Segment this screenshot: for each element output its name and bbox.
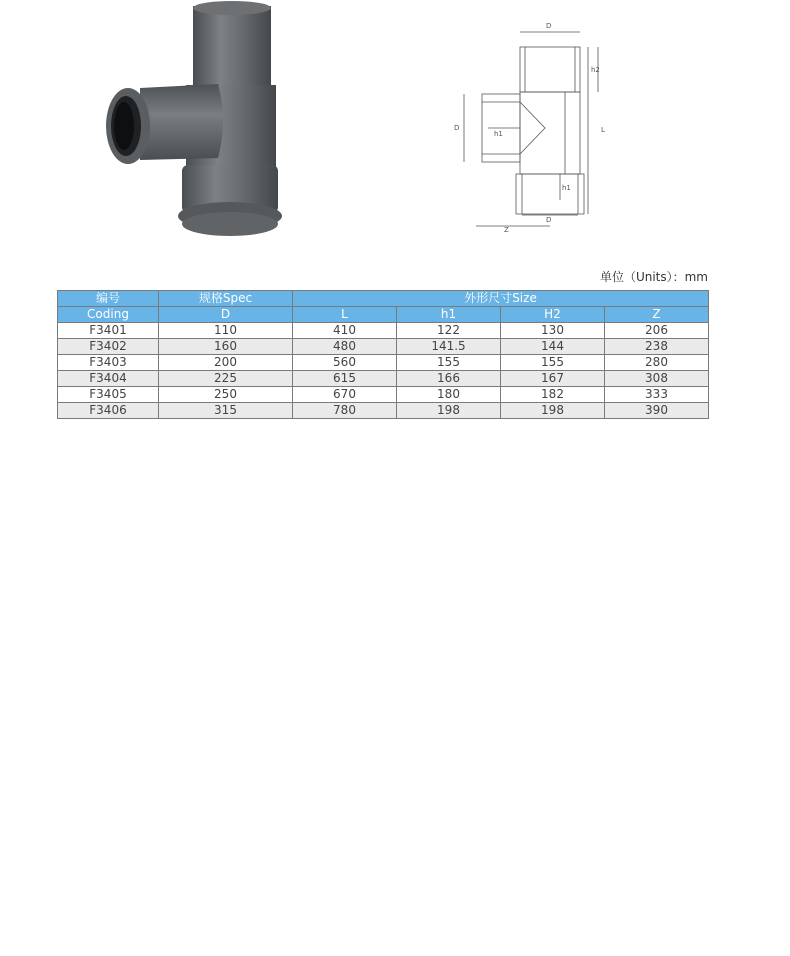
drawing-label-h1-bottom: h1 [562, 184, 571, 192]
specification-table [57, 290, 709, 419]
cell-d: 200 [159, 355, 293, 371]
cell-l: 480 [293, 339, 397, 355]
drawing-label-h1-left: h1 [494, 130, 503, 138]
header-col-h2: H2 [501, 307, 605, 323]
header-col-z: Z [605, 307, 709, 323]
cell-z: 333 [605, 387, 709, 403]
cell-l: 615 [293, 371, 397, 387]
cell-h1: 198 [397, 403, 501, 419]
table-row [58, 387, 709, 403]
header-size: 外形尺寸Size [293, 291, 709, 307]
cell-z: 280 [605, 355, 709, 371]
cell-d: 110 [159, 323, 293, 339]
cell-h1: 122 [397, 323, 501, 339]
header-coding-en: Coding [58, 307, 159, 323]
cell-h2: 155 [501, 355, 605, 371]
header-col-l: L [293, 307, 397, 323]
cell-coding: F3402 [58, 339, 159, 355]
header-coding-cn: 编号 [58, 291, 159, 307]
cell-l: 560 [293, 355, 397, 371]
drawing-label-top-d: D [546, 22, 552, 30]
cell-coding: F3405 [58, 387, 159, 403]
cell-z: 390 [605, 403, 709, 419]
cell-z: 206 [605, 323, 709, 339]
drawing-label-h2: h2 [591, 66, 600, 74]
cell-l: 670 [293, 387, 397, 403]
drawing-label-z: Z [504, 226, 509, 234]
header-spec: 规格Spec [159, 291, 293, 307]
table-row [58, 339, 709, 355]
cell-d: 250 [159, 387, 293, 403]
cell-d: 160 [159, 339, 293, 355]
drawing-label-l: L [601, 126, 605, 134]
pvc-tee-fitting-photo [100, 0, 300, 262]
cell-coding: F3401 [58, 323, 159, 339]
cell-z: 308 [605, 371, 709, 387]
cell-h1: 166 [397, 371, 501, 387]
header-col-h1: h1 [397, 307, 501, 323]
tee-fitting-technical-drawing [430, 10, 620, 235]
cell-d: 315 [159, 403, 293, 419]
cell-h2: 198 [501, 403, 605, 419]
drawing-label-left-d: D [454, 124, 460, 132]
cell-d: 225 [159, 371, 293, 387]
table-row [58, 371, 709, 387]
cell-h2: 144 [501, 339, 605, 355]
cell-coding: F3406 [58, 403, 159, 419]
cell-coding: F3404 [58, 371, 159, 387]
table-row [58, 355, 709, 371]
cell-h2: 130 [501, 323, 605, 339]
table-row [58, 403, 709, 419]
table-row [58, 323, 709, 339]
cell-l: 780 [293, 403, 397, 419]
cell-z: 238 [605, 339, 709, 355]
cell-h1: 180 [397, 387, 501, 403]
cell-h2: 167 [501, 371, 605, 387]
cell-h1: 141.5 [397, 339, 501, 355]
header-spec-d: D [159, 307, 293, 323]
cell-coding: F3403 [58, 355, 159, 371]
drawing-label-bottom-d: D [546, 216, 552, 224]
cell-h2: 182 [501, 387, 605, 403]
units-label: 单位（Units）：mm [599, 270, 708, 284]
cell-l: 410 [293, 323, 397, 339]
cell-h1: 155 [397, 355, 501, 371]
